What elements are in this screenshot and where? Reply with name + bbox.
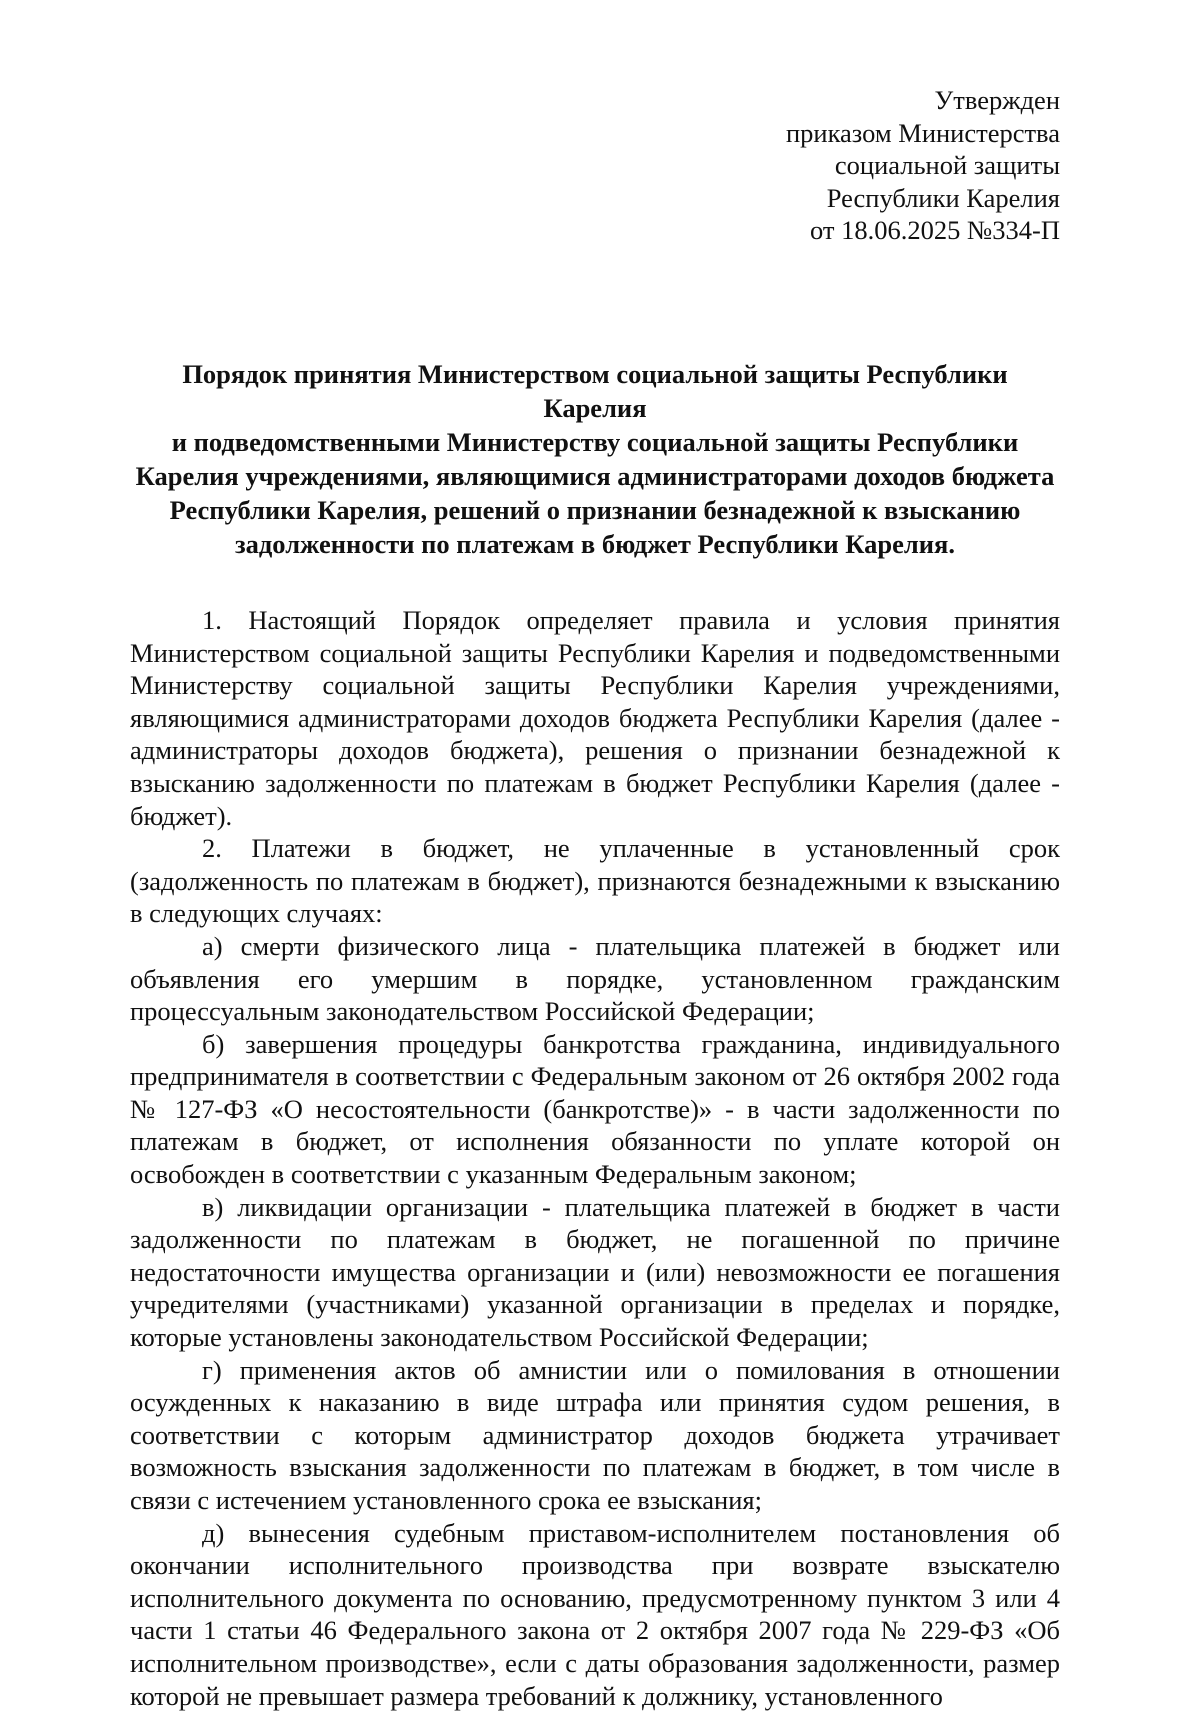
approval-line: Республики Карелия bbox=[826, 182, 1060, 213]
title-line: Карелия учреждениями, являющимися администраторами доходов бюджета bbox=[135, 460, 1055, 491]
approval-line: социальной защиты bbox=[834, 150, 1060, 181]
paragraph-1: 1. Настоящий Порядок определяет правила и условия принятия Министерством социальной защиты Республики Карелия и подведомственными Министерству социальной защиты Республики Карелия учреждениями, являющимися администраторами доходов бюджета Республики Карелия (далее - администраторы доходов бюджета), решения о признании безнадежной к взысканию задолженности по платежам в бюджет Республики Карелия (далее - бюджет). bbox=[130, 604, 1060, 831]
title-line: Порядок принятия Министерством социальной защиты Республики Карелия bbox=[182, 358, 1008, 423]
approval-line: приказом Министерства bbox=[785, 117, 1060, 148]
title-line: Республики Карелия, решений о признании безнадежной к взысканию bbox=[169, 494, 1021, 525]
subitem-d: д) вынесения судебным приставом-исполнителем постановления об окончании исполнительного производства при возврате взыскателю исполнительного документа по основанию, предусмотренному пунктом 3 или 4 части 1 статьи 46 Федерального закона от 2 октября 2007 года № 229-ФЗ «Об исполнительном производстве», если с даты образования задолженности, размер которой не превышает размера требований к должнику, установленного bbox=[130, 1517, 1060, 1711]
subitem-a: а) смерти физического лица - плательщика платежей в бюджет или объявления его умершим в порядке, установленном гражданским процессуальным законодательством Российской Федерации; bbox=[130, 930, 1060, 1027]
approval-stamp bbox=[130, 84, 1060, 247]
approval-line: от 18.06.2025 №334-П bbox=[810, 215, 1060, 246]
document-body bbox=[130, 604, 1060, 1712]
title-line: задолженности по платежам в бюджет Республики Карелия. bbox=[235, 528, 955, 559]
subitem-v: в) ликвидации организации - плательщика платежей в бюджет в части задолженности по платежам в бюджет, не погашенной по причине недостаточности имущества организации и (или) невозможности ее погашения учредителями (участниками) указанной организации в пределах и порядке, которые установлены законодательством Российской Федерации; bbox=[130, 1191, 1060, 1353]
subitem-g: г) применения актов об амнистии или о помилования в отношении осужденных к наказанию в виде штрафа или принятия судом решения, в соответствии с которым администратор доходов бюджета утрачивает возможность взыскания задолженности по платежам в бюджет, в том числе в связи с истечением установленного срока ее взыскания; bbox=[130, 1354, 1060, 1515]
approval-line: Утвержден bbox=[934, 85, 1060, 115]
subitem-b: б) завершения процедуры банкротства гражданина, индивидуального предпринимателя в соответствии с Федеральным законом от 26 октября 2002 года № 127-ФЗ «О несостоятельности (банкротстве)» - в части задолженности по платежам в бюджет, от исполнения обязанности по уплате которой он освобожден в соответствии с указанным Федеральным законом; bbox=[130, 1028, 1060, 1190]
document-title bbox=[130, 357, 1060, 561]
title-line: и подведомственными Министерству социальной защиты Республики bbox=[171, 426, 1019, 457]
paragraph-2: 2. Платежи в бюджет, не уплаченные в установленный срок (задолженность по платежам в бюджет), признаются безнадежными к взысканию в следующих случаях: bbox=[130, 833, 1060, 929]
